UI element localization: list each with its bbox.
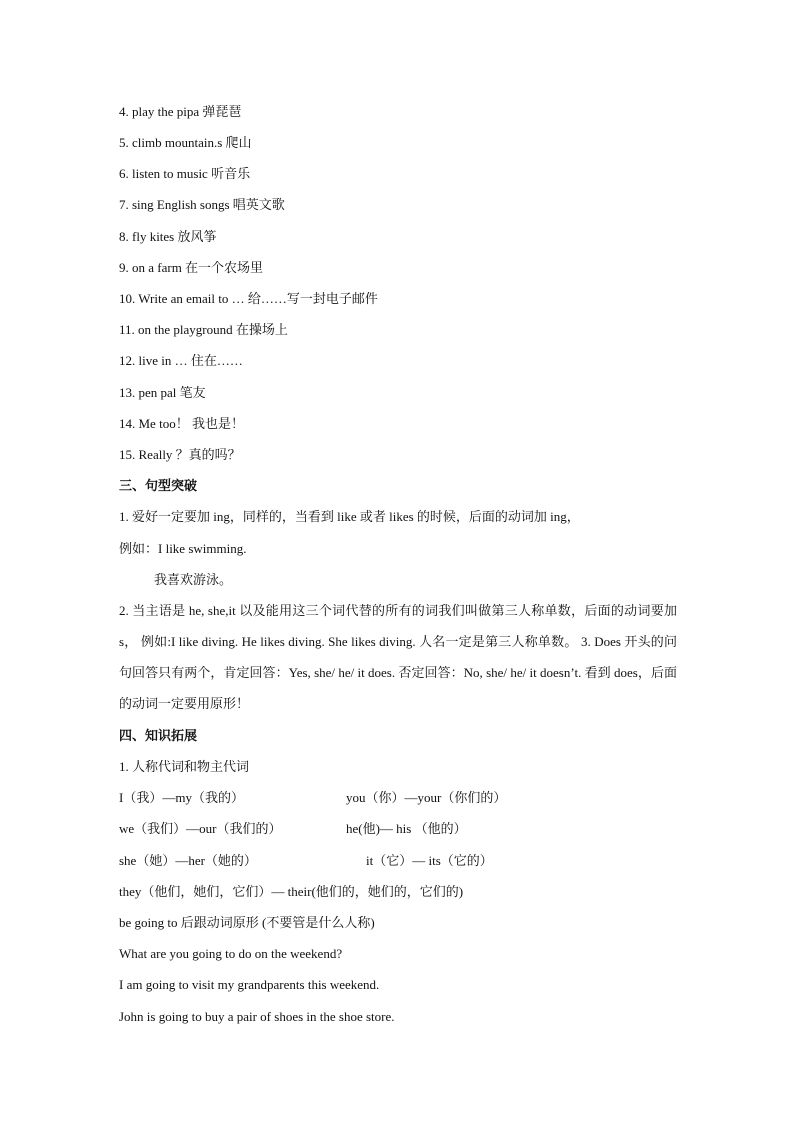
pronoun-right: it（它）— its（它的） [366, 853, 493, 868]
vocab-item: 4. play the pipa 弹琵琶 [119, 104, 242, 119]
grammar-note: be going to 后跟动词原形 (不要管是什么人称) [119, 915, 375, 930]
vocab-item: 6. listen to music 听音乐 [119, 166, 251, 181]
pronoun-right: he(他)— his （他的） [346, 821, 467, 836]
pronoun-left: we（我们）—our（我们的） [119, 821, 282, 836]
pronoun-line: they（他们，她们，它们）— their(他们的，她们的，它们的) [119, 884, 464, 899]
grammar-example: 例如：I like swimming. [119, 541, 247, 556]
vocab-item: 8. fly kites 放风筝 [119, 229, 217, 244]
vocab-item: 5. climb mountain.s 爬山 [119, 135, 252, 150]
section-heading: 三、句型突破 [119, 478, 198, 493]
subheading: 1. 人称代词和物主代词 [119, 759, 250, 774]
grammar-translation: 我喜欢游泳。 [154, 572, 233, 587]
pronoun-left: I（我）—my（我的） [119, 790, 244, 805]
section-heading: 四、知识拓展 [119, 728, 198, 743]
vocab-item: 10. Write an email to … 给……写一封电子邮件 [119, 291, 378, 306]
pronoun-left: she（她）—her（她的） [119, 853, 257, 868]
example-sentence: What are you going to do on the weekend? [119, 946, 343, 961]
example-sentence: John is going to buy a pair of shoes in the shoe store. [119, 1009, 395, 1024]
grammar-point: 1. 爱好一定要加 ing，同样的，当看到 like 或者 likes 的时候，后面的动词加 ing， [119, 509, 580, 524]
vocab-item: 12. live in … 住在…… [119, 353, 243, 368]
grammar-paragraph: 2. 当主语是 he, she,it 以及能用这三个词代替的所有的词我们叫做第三人称单数，后面的动词要加 s， 例如:I like diving. He likes diving. She likes diving. 人名一定是第三人称单数。 3. Does 开头的问句回答只有两个，肯定回答：Yes, she/ he/ it does. 否定回答：No, she/ he/ it doesn’t. 看到 does，后面的动词一定要用原形！ [119, 603, 677, 711]
vocab-item: 15. Really ？真的吗？ [119, 447, 241, 462]
vocab-item: 14. Me too！ 我也是！ [119, 416, 244, 431]
vocab-item: 9. on a farm 在一个农场里 [119, 260, 264, 275]
example-sentence: I am going to visit my grandparents this weekend. [119, 977, 380, 992]
pronoun-right: you（你）—your（你们的） [346, 790, 507, 805]
vocab-item: 11. on the playground 在操场上 [119, 322, 288, 337]
vocab-item: 7. sing English songs 唱英文歌 [119, 197, 285, 212]
vocab-item: 13. pen pal 笔友 [119, 385, 206, 400]
